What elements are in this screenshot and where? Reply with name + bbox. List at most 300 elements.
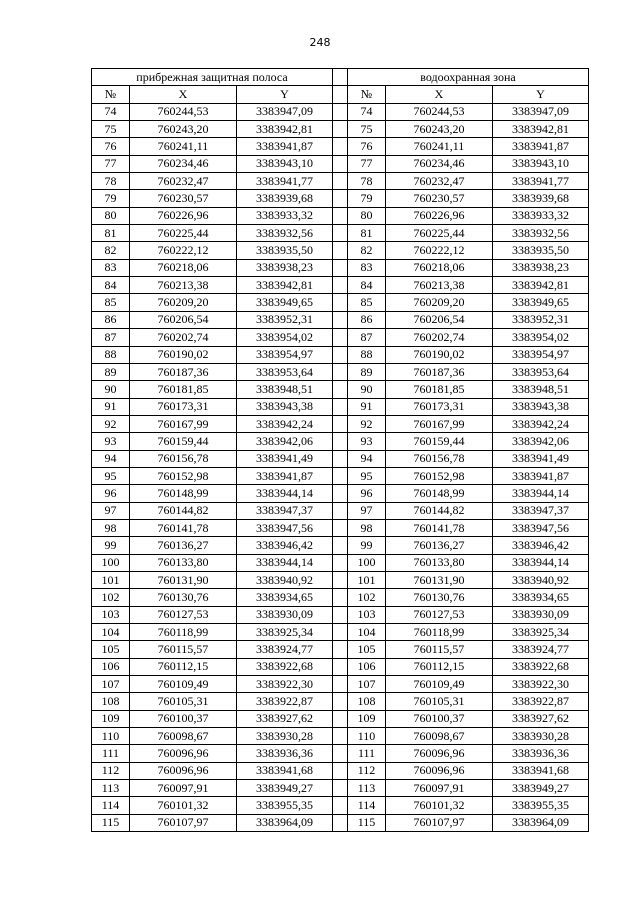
- left-num-cell: 81: [92, 225, 130, 242]
- left-y-cell: 3383934,65: [237, 589, 333, 606]
- right-num-cell: 104: [348, 624, 386, 641]
- right-num-cell: 76: [348, 138, 386, 155]
- left-y-cell: 3383927,62: [237, 710, 333, 727]
- table-row: [92, 624, 589, 641]
- right-y-cell: 3383932,56: [493, 225, 589, 242]
- right-num-cell: 114: [348, 797, 386, 814]
- right-y-cell: 3383925,34: [493, 624, 589, 641]
- left-y-cell: 3383943,38: [237, 398, 333, 415]
- column-gap: [333, 624, 348, 641]
- right-x-cell: 760234,46: [386, 155, 493, 172]
- table-row: [92, 537, 589, 554]
- right-num-cell: 84: [348, 277, 386, 294]
- right-x-cell: 760118,99: [386, 624, 493, 641]
- right-y-cell: 3383935,50: [493, 242, 589, 259]
- table-row: [92, 190, 589, 207]
- table-row: [92, 398, 589, 415]
- left-num-cell: 94: [92, 450, 130, 467]
- left-num-cell: 86: [92, 311, 130, 328]
- right-num-cell: 111: [348, 745, 386, 762]
- table-row: [92, 415, 589, 432]
- right-num-cell: 113: [348, 780, 386, 797]
- left-y-cell: 3383922,68: [237, 658, 333, 675]
- table-row: [92, 728, 589, 745]
- left-y-header: Y: [237, 86, 333, 103]
- column-gap: [333, 415, 348, 432]
- right-x-header: X: [386, 86, 493, 103]
- right-num-header: №: [348, 86, 386, 103]
- left-y-cell: 3383949,27: [237, 780, 333, 797]
- left-num-cell: 101: [92, 571, 130, 588]
- right-y-cell: 3383942,24: [493, 415, 589, 432]
- column-gap: [333, 433, 348, 450]
- table-row: [92, 363, 589, 380]
- page-number: 248: [309, 36, 331, 49]
- left-x-cell: 760112,15: [130, 658, 237, 675]
- table-row: [92, 259, 589, 276]
- right-y-cell: 3383955,35: [493, 797, 589, 814]
- right-x-cell: 760213,38: [386, 277, 493, 294]
- column-gap: [333, 311, 348, 328]
- right-num-cell: 80: [348, 207, 386, 224]
- left-x-cell: 760144,82: [130, 502, 237, 519]
- right-num-cell: 110: [348, 728, 386, 745]
- left-num-cell: 108: [92, 693, 130, 710]
- column-gap: [333, 86, 348, 103]
- right-y-cell: 3383944,14: [493, 485, 589, 502]
- column-header-row: [92, 86, 589, 103]
- right-y-cell: 3383922,30: [493, 676, 589, 693]
- table-row: [92, 693, 589, 710]
- left-section-title: прибрежная защитная полоса: [92, 69, 333, 86]
- left-y-cell: 3383940,92: [237, 571, 333, 588]
- table-row: [92, 450, 589, 467]
- column-gap: [333, 762, 348, 779]
- left-num-cell: 92: [92, 415, 130, 432]
- right-y-cell: 3383941,68: [493, 762, 589, 779]
- right-num-cell: 89: [348, 363, 386, 380]
- left-x-cell: 760206,54: [130, 311, 237, 328]
- left-x-cell: 760190,02: [130, 346, 237, 363]
- right-x-cell: 760105,31: [386, 693, 493, 710]
- left-y-cell: 3383942,81: [237, 121, 333, 138]
- right-num-cell: 86: [348, 311, 386, 328]
- left-x-cell: 760131,90: [130, 571, 237, 588]
- left-y-cell: 3383942,81: [237, 277, 333, 294]
- table-row: [92, 103, 589, 120]
- right-num-cell: 109: [348, 710, 386, 727]
- column-gap: [333, 780, 348, 797]
- column-gap: [333, 797, 348, 814]
- left-x-cell: 760232,47: [130, 173, 237, 190]
- left-num-cell: 100: [92, 554, 130, 571]
- left-y-cell: 3383942,24: [237, 415, 333, 432]
- left-num-cell: 76: [92, 138, 130, 155]
- right-num-cell: 106: [348, 658, 386, 675]
- column-gap: [333, 329, 348, 346]
- table-row: [92, 433, 589, 450]
- left-num-cell: 88: [92, 346, 130, 363]
- left-x-cell: 760148,99: [130, 485, 237, 502]
- column-gap: [333, 658, 348, 675]
- right-x-cell: 760181,85: [386, 381, 493, 398]
- left-y-cell: 3383925,34: [237, 624, 333, 641]
- right-x-cell: 760241,11: [386, 138, 493, 155]
- right-x-cell: 760096,96: [386, 745, 493, 762]
- right-num-cell: 105: [348, 641, 386, 658]
- left-x-cell: 760159,44: [130, 433, 237, 450]
- left-num-cell: 98: [92, 519, 130, 536]
- column-gap: [333, 485, 348, 502]
- left-x-cell: 760234,46: [130, 155, 237, 172]
- left-num-cell: 112: [92, 762, 130, 779]
- left-x-cell: 760096,96: [130, 745, 237, 762]
- right-num-cell: 115: [348, 814, 386, 831]
- right-y-cell: 3383941,87: [493, 467, 589, 484]
- left-num-header: №: [92, 86, 130, 103]
- left-x-cell: 760105,31: [130, 693, 237, 710]
- left-x-cell: 760243,20: [130, 121, 237, 138]
- left-num-cell: 110: [92, 728, 130, 745]
- column-gap: [333, 641, 348, 658]
- left-y-cell: 3383954,97: [237, 346, 333, 363]
- left-x-cell: 760097,91: [130, 780, 237, 797]
- right-y-cell: 3383927,62: [493, 710, 589, 727]
- right-y-cell: 3383938,23: [493, 259, 589, 276]
- right-y-cell: 3383947,09: [493, 103, 589, 120]
- right-y-cell: 3383939,68: [493, 190, 589, 207]
- left-y-cell: 3383946,42: [237, 537, 333, 554]
- right-y-cell: 3383942,06: [493, 433, 589, 450]
- left-y-cell: 3383947,37: [237, 502, 333, 519]
- left-num-cell: 111: [92, 745, 130, 762]
- right-y-cell: 3383964,09: [493, 814, 589, 831]
- right-y-cell: 3383942,81: [493, 277, 589, 294]
- left-num-cell: 115: [92, 814, 130, 831]
- right-section-title: водоохранная зона: [348, 69, 589, 86]
- left-x-cell: 760241,11: [130, 138, 237, 155]
- right-x-cell: 760131,90: [386, 571, 493, 588]
- column-gap: [333, 277, 348, 294]
- right-y-cell: 3383946,42: [493, 537, 589, 554]
- column-gap: [333, 710, 348, 727]
- table-row: [92, 641, 589, 658]
- right-x-cell: 760244,53: [386, 103, 493, 120]
- right-num-cell: 90: [348, 381, 386, 398]
- column-gap: [333, 676, 348, 693]
- left-num-cell: 113: [92, 780, 130, 797]
- left-num-cell: 91: [92, 398, 130, 415]
- right-y-cell: 3383940,92: [493, 571, 589, 588]
- right-num-cell: 98: [348, 519, 386, 536]
- column-gap: [333, 294, 348, 311]
- right-x-cell: 760222,12: [386, 242, 493, 259]
- column-gap: [333, 606, 348, 623]
- left-x-cell: 760115,57: [130, 641, 237, 658]
- table-row: [92, 589, 589, 606]
- left-num-cell: 80: [92, 207, 130, 224]
- left-y-cell: 3383939,68: [237, 190, 333, 207]
- right-y-header: Y: [493, 86, 589, 103]
- right-y-cell: 3383941,87: [493, 138, 589, 155]
- left-y-cell: 3383924,77: [237, 641, 333, 658]
- right-x-cell: 760133,80: [386, 554, 493, 571]
- table-row: [92, 554, 589, 571]
- right-x-cell: 760209,20: [386, 294, 493, 311]
- left-x-cell: 760181,85: [130, 381, 237, 398]
- table-row: [92, 762, 589, 779]
- right-num-cell: 107: [348, 676, 386, 693]
- left-num-cell: 97: [92, 502, 130, 519]
- left-y-cell: 3383922,87: [237, 693, 333, 710]
- table-row: [92, 277, 589, 294]
- left-y-cell: 3383955,35: [237, 797, 333, 814]
- left-num-cell: 96: [92, 485, 130, 502]
- table-row: [92, 294, 589, 311]
- left-x-cell: 760226,96: [130, 207, 237, 224]
- right-x-cell: 760206,54: [386, 311, 493, 328]
- right-x-cell: 760136,27: [386, 537, 493, 554]
- column-gap: [333, 138, 348, 155]
- right-y-cell: 3383924,77: [493, 641, 589, 658]
- left-num-cell: 105: [92, 641, 130, 658]
- right-num-cell: 77: [348, 155, 386, 172]
- left-y-cell: 3383932,56: [237, 225, 333, 242]
- column-gap: [333, 537, 348, 554]
- right-x-cell: 760232,47: [386, 173, 493, 190]
- right-x-cell: 760115,57: [386, 641, 493, 658]
- right-x-cell: 760218,06: [386, 259, 493, 276]
- right-x-cell: 760107,97: [386, 814, 493, 831]
- left-x-cell: 760218,06: [130, 259, 237, 276]
- left-num-cell: 103: [92, 606, 130, 623]
- right-num-cell: 95: [348, 467, 386, 484]
- right-x-cell: 760187,36: [386, 363, 493, 380]
- column-gap: [333, 190, 348, 207]
- left-x-cell: 760118,99: [130, 624, 237, 641]
- left-x-header: X: [130, 86, 237, 103]
- left-num-cell: 114: [92, 797, 130, 814]
- right-x-cell: 760100,37: [386, 710, 493, 727]
- left-x-cell: 760213,38: [130, 277, 237, 294]
- right-num-cell: 87: [348, 329, 386, 346]
- column-gap: [333, 363, 348, 380]
- right-y-cell: 3383936,36: [493, 745, 589, 762]
- table-row: [92, 155, 589, 172]
- left-y-cell: 3383942,06: [237, 433, 333, 450]
- right-x-cell: 760156,78: [386, 450, 493, 467]
- column-gap: [333, 69, 348, 86]
- left-x-cell: 760167,99: [130, 415, 237, 432]
- right-x-cell: 760130,76: [386, 589, 493, 606]
- left-y-cell: 3383947,56: [237, 519, 333, 536]
- table-row: [92, 658, 589, 675]
- left-y-cell: 3383953,64: [237, 363, 333, 380]
- column-gap: [333, 155, 348, 172]
- table-row: [92, 676, 589, 693]
- right-num-cell: 108: [348, 693, 386, 710]
- column-gap: [333, 589, 348, 606]
- right-y-cell: 3383947,37: [493, 502, 589, 519]
- table-row: [92, 606, 589, 623]
- right-y-cell: 3383933,32: [493, 207, 589, 224]
- left-num-cell: 85: [92, 294, 130, 311]
- right-x-cell: 760109,49: [386, 676, 493, 693]
- left-num-cell: 87: [92, 329, 130, 346]
- left-y-cell: 3383952,31: [237, 311, 333, 328]
- right-x-cell: 760173,31: [386, 398, 493, 415]
- column-gap: [333, 814, 348, 831]
- left-y-cell: 3383948,51: [237, 381, 333, 398]
- right-x-cell: 760141,78: [386, 519, 493, 536]
- right-num-cell: 103: [348, 606, 386, 623]
- right-y-cell: 3383930,28: [493, 728, 589, 745]
- left-x-cell: 760107,97: [130, 814, 237, 831]
- left-x-cell: 760101,32: [130, 797, 237, 814]
- right-num-cell: 101: [348, 571, 386, 588]
- column-gap: [333, 121, 348, 138]
- right-x-cell: 760202,74: [386, 329, 493, 346]
- right-x-cell: 760226,96: [386, 207, 493, 224]
- right-y-cell: 3383944,14: [493, 554, 589, 571]
- left-y-cell: 3383935,50: [237, 242, 333, 259]
- left-y-cell: 3383930,28: [237, 728, 333, 745]
- column-gap: [333, 103, 348, 120]
- table-row: [92, 814, 589, 831]
- column-gap: [333, 207, 348, 224]
- right-y-cell: 3383952,31: [493, 311, 589, 328]
- left-num-cell: 90: [92, 381, 130, 398]
- left-x-cell: 760098,67: [130, 728, 237, 745]
- left-y-cell: 3383964,09: [237, 814, 333, 831]
- left-x-cell: 760141,78: [130, 519, 237, 536]
- right-x-cell: 760152,98: [386, 467, 493, 484]
- left-x-cell: 760209,20: [130, 294, 237, 311]
- left-y-cell: 3383943,10: [237, 155, 333, 172]
- table-row: [92, 329, 589, 346]
- right-y-cell: 3383954,97: [493, 346, 589, 363]
- left-x-cell: 760173,31: [130, 398, 237, 415]
- left-x-cell: 760133,80: [130, 554, 237, 571]
- column-gap: [333, 346, 348, 363]
- left-num-cell: 109: [92, 710, 130, 727]
- right-num-cell: 91: [348, 398, 386, 415]
- right-x-cell: 760112,15: [386, 658, 493, 675]
- right-num-cell: 102: [348, 589, 386, 606]
- right-y-cell: 3383934,65: [493, 589, 589, 606]
- column-gap: [333, 693, 348, 710]
- right-y-cell: 3383943,10: [493, 155, 589, 172]
- right-num-cell: 75: [348, 121, 386, 138]
- right-num-cell: 99: [348, 537, 386, 554]
- left-x-cell: 760096,96: [130, 762, 237, 779]
- right-num-cell: 88: [348, 346, 386, 363]
- right-y-cell: 3383954,02: [493, 329, 589, 346]
- right-x-cell: 760096,96: [386, 762, 493, 779]
- right-num-cell: 94: [348, 450, 386, 467]
- left-y-cell: 3383954,02: [237, 329, 333, 346]
- table-row: [92, 467, 589, 484]
- right-y-cell: 3383943,38: [493, 398, 589, 415]
- left-num-cell: 82: [92, 242, 130, 259]
- right-x-cell: 760097,91: [386, 780, 493, 797]
- right-num-cell: 82: [348, 242, 386, 259]
- left-y-cell: 3383944,14: [237, 485, 333, 502]
- right-x-cell: 760101,32: [386, 797, 493, 814]
- column-gap: [333, 554, 348, 571]
- right-num-cell: 92: [348, 415, 386, 432]
- table-row: [92, 311, 589, 328]
- left-y-cell: 3383922,30: [237, 676, 333, 693]
- column-gap: [333, 225, 348, 242]
- right-num-cell: 85: [348, 294, 386, 311]
- left-y-cell: 3383930,09: [237, 606, 333, 623]
- left-x-cell: 760130,76: [130, 589, 237, 606]
- right-num-cell: 78: [348, 173, 386, 190]
- left-num-cell: 104: [92, 624, 130, 641]
- table-row: [92, 346, 589, 363]
- right-x-cell: 760190,02: [386, 346, 493, 363]
- left-y-cell: 3383941,68: [237, 762, 333, 779]
- column-gap: [333, 519, 348, 536]
- right-num-cell: 74: [348, 103, 386, 120]
- left-x-cell: 760187,36: [130, 363, 237, 380]
- right-x-cell: 760159,44: [386, 433, 493, 450]
- table-row: [92, 745, 589, 762]
- right-x-cell: 760167,99: [386, 415, 493, 432]
- column-gap: [333, 450, 348, 467]
- column-gap: [333, 728, 348, 745]
- left-num-cell: 107: [92, 676, 130, 693]
- left-num-cell: 83: [92, 259, 130, 276]
- table-row: [92, 780, 589, 797]
- section-title-row: [92, 69, 589, 86]
- left-x-cell: 760109,49: [130, 676, 237, 693]
- table-row: [92, 207, 589, 224]
- column-gap: [333, 745, 348, 762]
- left-num-cell: 93: [92, 433, 130, 450]
- table-row: [92, 173, 589, 190]
- coordinates-table: [91, 68, 589, 832]
- left-y-cell: 3383941,77: [237, 173, 333, 190]
- right-num-cell: 100: [348, 554, 386, 571]
- column-gap: [333, 242, 348, 259]
- right-y-cell: 3383942,81: [493, 121, 589, 138]
- left-num-cell: 79: [92, 190, 130, 207]
- right-x-cell: 760225,44: [386, 225, 493, 242]
- table-row: [92, 242, 589, 259]
- left-num-cell: 95: [92, 467, 130, 484]
- table-row: [92, 121, 589, 138]
- left-num-cell: 74: [92, 103, 130, 120]
- right-num-cell: 83: [348, 259, 386, 276]
- table-row: [92, 225, 589, 242]
- right-x-cell: 760230,57: [386, 190, 493, 207]
- right-x-cell: 760243,20: [386, 121, 493, 138]
- left-num-cell: 77: [92, 155, 130, 172]
- column-gap: [333, 398, 348, 415]
- left-num-cell: 99: [92, 537, 130, 554]
- right-y-cell: 3383953,64: [493, 363, 589, 380]
- table-row: [92, 138, 589, 155]
- left-y-cell: 3383944,14: [237, 554, 333, 571]
- left-y-cell: 3383936,36: [237, 745, 333, 762]
- left-y-cell: 3383941,87: [237, 467, 333, 484]
- right-y-cell: 3383949,27: [493, 780, 589, 797]
- column-gap: [333, 571, 348, 588]
- right-y-cell: 3383947,56: [493, 519, 589, 536]
- left-y-cell: 3383949,65: [237, 294, 333, 311]
